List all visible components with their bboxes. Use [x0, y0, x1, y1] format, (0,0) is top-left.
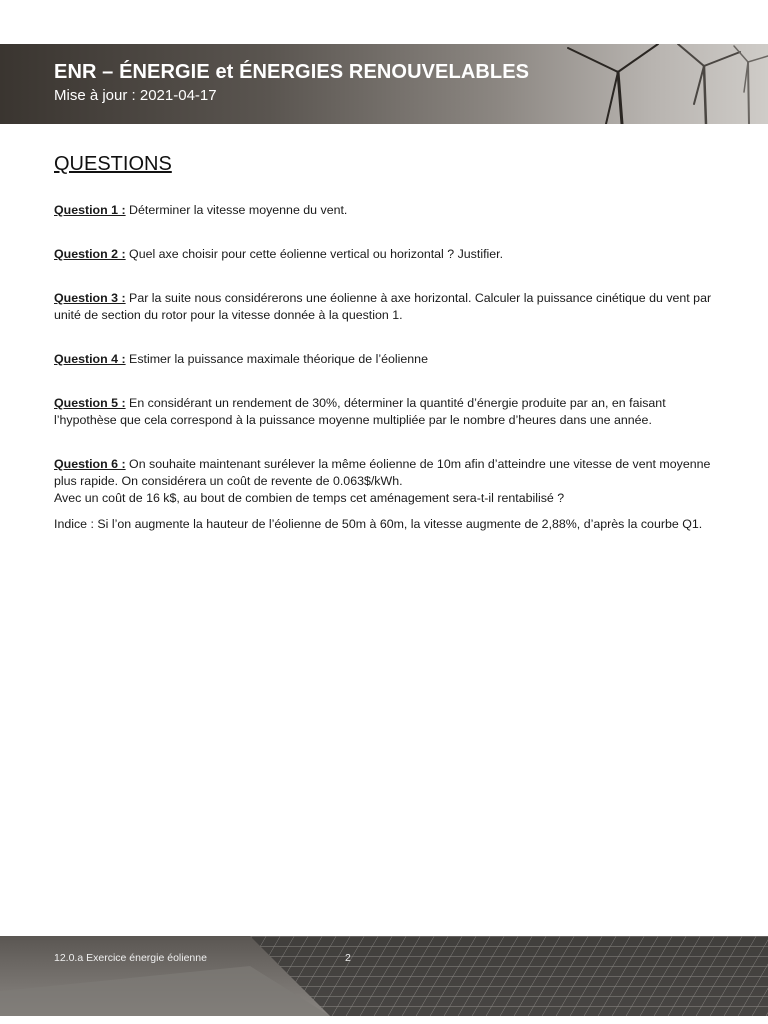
- question-text: On souhaite maintenant surélever la même éolienne de 10m afin d’atteindre une vitesse de vent moyenne plus rapide. On considérera un coût de revente de 0.063$/kWh.: [54, 457, 711, 488]
- hint-text: Indice : Si l’on augmente la hauteur de l’éolienne de 50m à 60m, la vitesse augmente de 2,88%, d’après la courbe Q1.: [54, 517, 703, 531]
- question-text: Déterminer la vitesse moyenne du vent.: [125, 203, 348, 217]
- question-label: Question 2 :: [54, 247, 126, 261]
- page-number: 2: [345, 952, 351, 964]
- question-label: Question 1 :: [54, 203, 126, 217]
- question-label: Question 5 :: [54, 396, 126, 410]
- document-title: ENR – ÉNERGIE et ÉNERGIES RENOUVELABLES: [54, 61, 530, 83]
- update-date: Mise à jour : 2021-04-17: [54, 87, 217, 104]
- question-label: Question 6 :: [54, 457, 126, 471]
- question-text: En considérant un rendement de 30%, déterminer la quantité d’énergie produite par an, en faisant l’hypothèse que cela correspond à la puissance moyenne multipliée par le nombre d’heures dans une année.: [54, 396, 666, 427]
- question-text: Estimer la puissance maximale théorique de l’éolienne: [125, 352, 428, 366]
- question-2: [54, 246, 714, 263]
- question-6: [54, 456, 714, 507]
- question-5: [54, 395, 714, 429]
- footer-document-name: 12.0.a Exercice énergie éolienne: [54, 952, 207, 964]
- question-1: [54, 202, 714, 219]
- header-banner: [0, 44, 768, 124]
- question-3: [54, 290, 714, 324]
- wind-turbines-image: [508, 44, 768, 124]
- question-label: Question 4 :: [54, 352, 126, 366]
- question-text: Quel axe choisir pour cette éolienne vertical ou horizontal ? Justifier.: [125, 247, 504, 261]
- question-4: [54, 351, 714, 368]
- question-label: Question 3 :: [54, 291, 126, 305]
- question-text: Par la suite nous considérerons une éolienne à axe horizontal. Calculer la puissance cinétique du vent par unité de section du rotor pour la vitesse donnée à la question 1.: [54, 291, 712, 322]
- section-title: QUESTIONS: [54, 153, 172, 175]
- question-text-continued: Avec un coût de 16 k$, au bout de combien de temps cet aménagement sera-t-il rentabilisé ?: [54, 491, 565, 505]
- solar-panels-image: [0, 936, 768, 1016]
- footer-banner: [0, 936, 768, 1016]
